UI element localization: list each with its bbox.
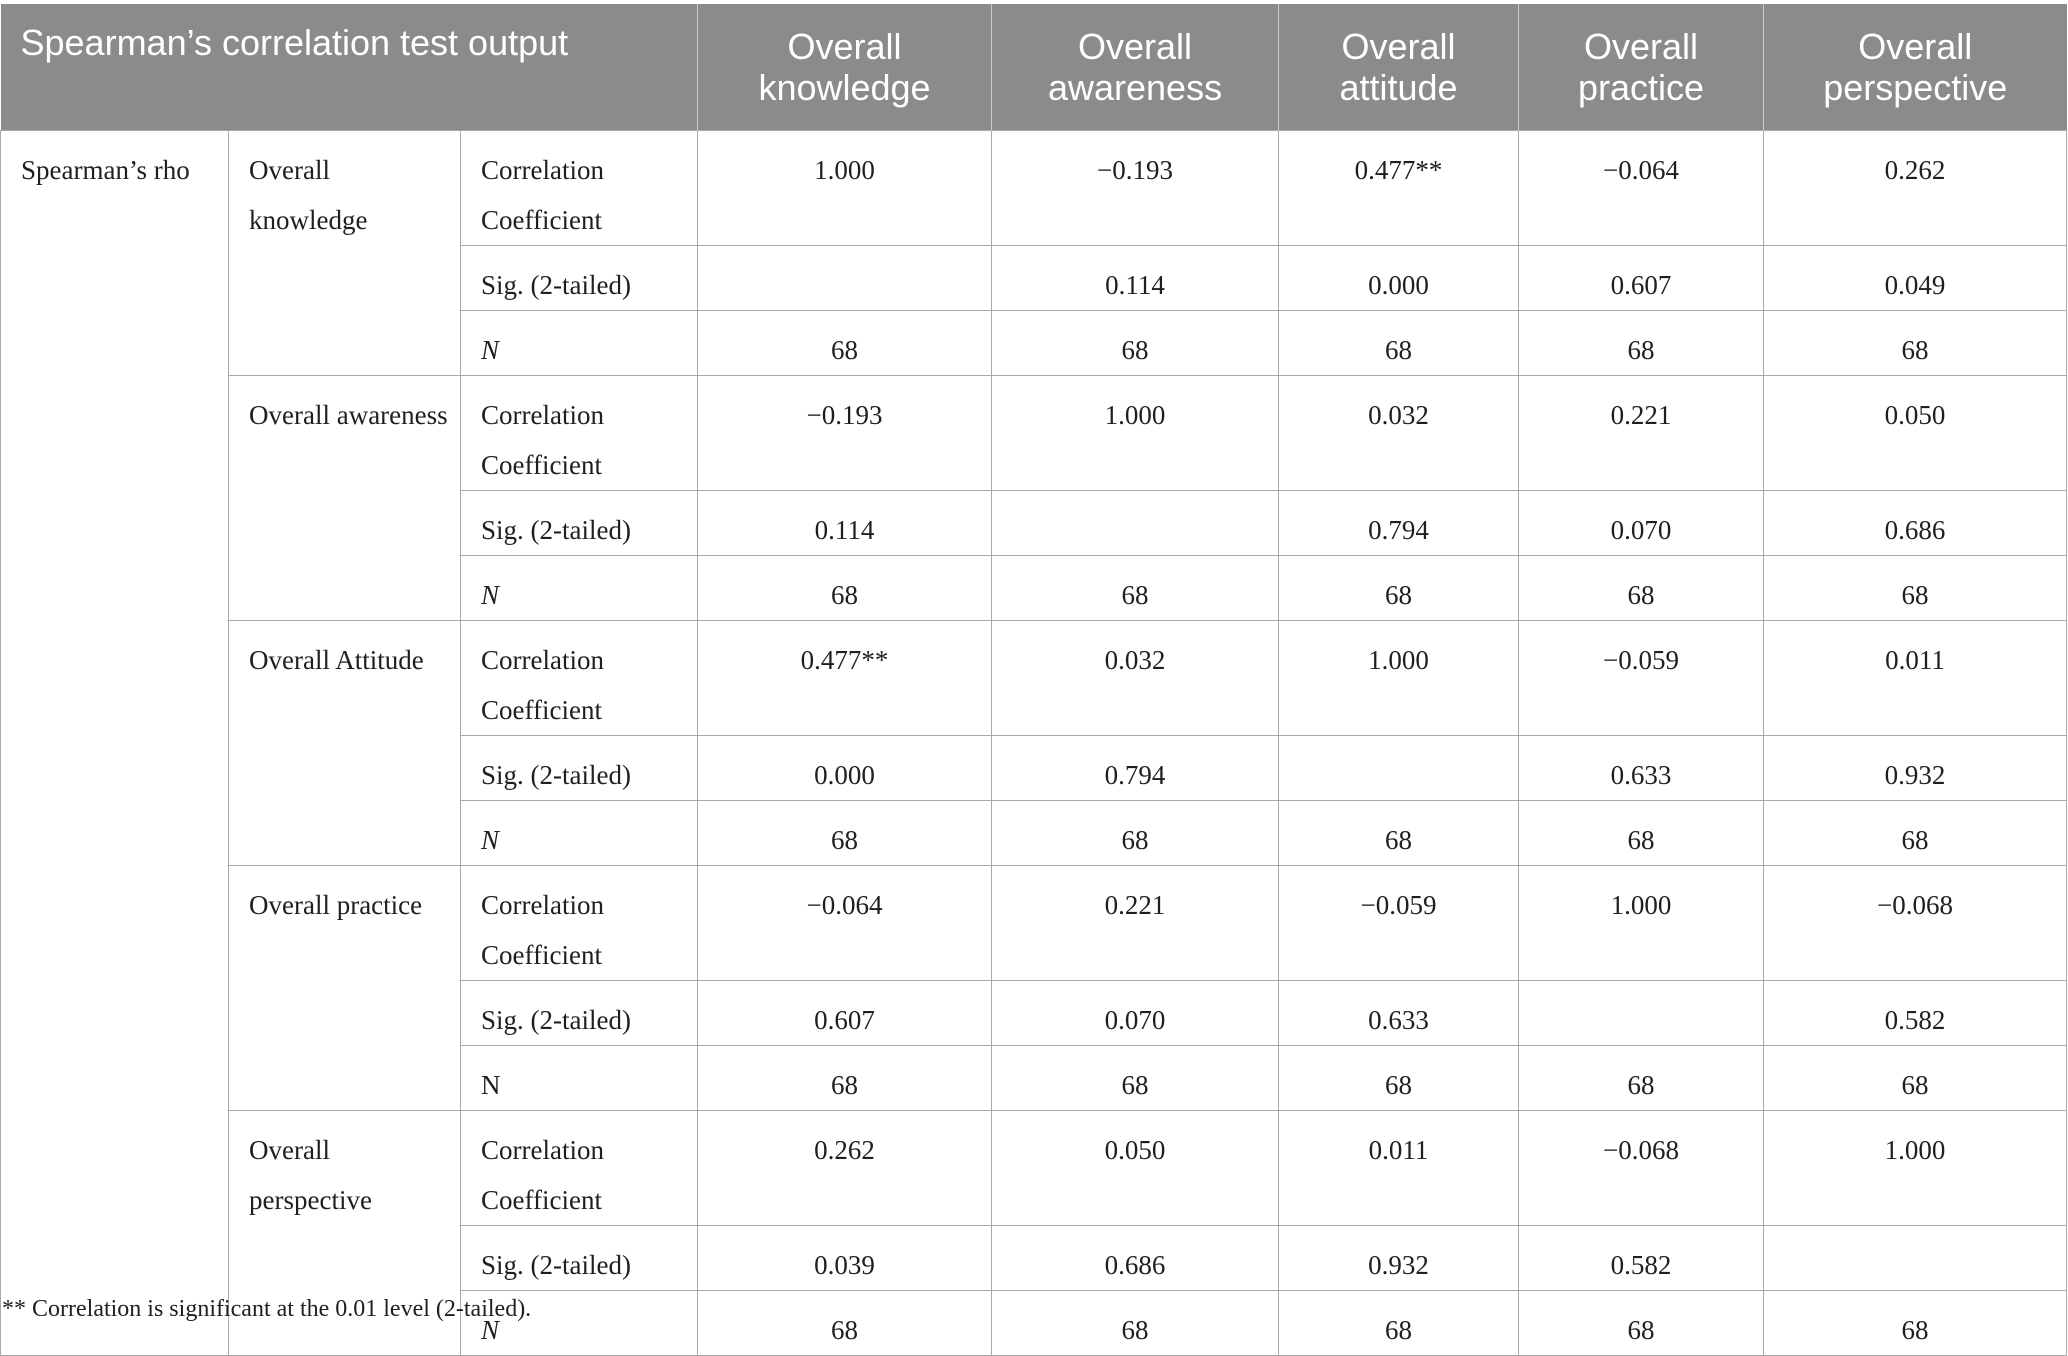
table-cell: 0.000 <box>698 736 992 801</box>
table-cell <box>1764 1226 2067 1291</box>
stat-label-n: N <box>461 1291 698 1356</box>
table-cell: 68 <box>1519 311 1764 376</box>
table-cell: 68 <box>1279 311 1519 376</box>
stat-label-n: N <box>461 556 698 621</box>
table-row <box>1 1111 2067 1226</box>
table-cell: −0.059 <box>1519 621 1764 736</box>
table-cell: 68 <box>698 311 992 376</box>
table-cell: 68 <box>992 1291 1279 1356</box>
stat-label-n: N <box>461 1046 698 1111</box>
row-variable-label: Overall practice <box>229 866 461 1111</box>
table-cell: 68 <box>698 1291 992 1356</box>
table-cell: 0.221 <box>1519 376 1764 491</box>
column-header-perspective: Overall perspective <box>1764 4 2067 131</box>
table-cell: 68 <box>1764 1291 2067 1356</box>
table-cell: 0.582 <box>1519 1226 1764 1291</box>
table-cell: 68 <box>1764 556 2067 621</box>
stat-label-correlation: Correlation Coefficient <box>461 376 698 491</box>
table-cell: −0.064 <box>1519 131 1764 246</box>
table-cell: 0.039 <box>698 1226 992 1291</box>
table-cell: 68 <box>1519 556 1764 621</box>
table-cell: 68 <box>698 1046 992 1111</box>
table-cell: 0.050 <box>992 1111 1279 1226</box>
correlation-table <box>0 4 2067 1356</box>
table-header-row <box>1 4 2067 131</box>
stat-label-significance: Sig. (2-tailed) <box>461 736 698 801</box>
table-footnote: ** Correlation is significant at the 0.01 level (2-tailed). <box>2 1296 532 1322</box>
table-cell: 68 <box>1764 311 2067 376</box>
table-cell: 0.477** <box>1279 131 1519 246</box>
stat-label-correlation: Correlation Coefficient <box>461 621 698 736</box>
table-cell: 0.607 <box>1519 246 1764 311</box>
table-cell <box>1279 736 1519 801</box>
table-cell: 68 <box>698 556 992 621</box>
column-header-attitude: Overall attitude <box>1279 4 1519 131</box>
table-cell: 0.050 <box>1764 376 2067 491</box>
table-row <box>1 866 2067 981</box>
table-cell: 68 <box>1279 556 1519 621</box>
table-cell: −0.193 <box>992 131 1279 246</box>
table-cell: 0.262 <box>698 1111 992 1226</box>
stat-label-n: N <box>461 801 698 866</box>
stat-label-correlation: Correlation Coefficient <box>461 866 698 981</box>
table-cell: 68 <box>992 1046 1279 1111</box>
table-cell: 0.011 <box>1279 1111 1519 1226</box>
stat-label-significance: Sig. (2-tailed) <box>461 491 698 556</box>
table-row <box>1 621 2067 736</box>
table-cell: 1.000 <box>1764 1111 2067 1226</box>
table-cell: 1.000 <box>698 131 992 246</box>
column-header-awareness: Overall awareness <box>992 4 1279 131</box>
table-row <box>1 376 2067 491</box>
table-cell: 0.032 <box>1279 376 1519 491</box>
table-cell <box>992 491 1279 556</box>
table-cell: −0.064 <box>698 866 992 981</box>
table-cell: −0.068 <box>1764 866 2067 981</box>
table-cell: 0.049 <box>1764 246 2067 311</box>
table-cell: 1.000 <box>1519 866 1764 981</box>
stat-label-significance: Sig. (2-tailed) <box>461 981 698 1046</box>
method-label: Spearman’s rho <box>1 131 229 1356</box>
table-cell: 68 <box>992 801 1279 866</box>
table-cell: 0.633 <box>1519 736 1764 801</box>
table-cell: 68 <box>1519 1291 1764 1356</box>
table-cell: 0.000 <box>1279 246 1519 311</box>
table-cell: 0.932 <box>1764 736 2067 801</box>
stat-label-correlation: Correlation Coefficient <box>461 1111 698 1226</box>
stat-label-n: N <box>461 311 698 376</box>
table-cell: 0.221 <box>992 866 1279 981</box>
table-cell: 0.032 <box>992 621 1279 736</box>
table-cell: 0.011 <box>1764 621 2067 736</box>
table-cell: 68 <box>1764 801 2067 866</box>
table-cell: 0.686 <box>1764 491 2067 556</box>
stat-label-significance: Sig. (2-tailed) <box>461 246 698 311</box>
table-cell: 0.794 <box>992 736 1279 801</box>
table-cell: 1.000 <box>992 376 1279 491</box>
table-cell <box>1519 981 1764 1046</box>
table-cell: 0.932 <box>1279 1226 1519 1291</box>
table-cell: 68 <box>992 556 1279 621</box>
table-cell: 0.794 <box>1279 491 1519 556</box>
table-cell: 68 <box>1764 1046 2067 1111</box>
table-cell: 0.477** <box>698 621 992 736</box>
column-header-practice: Overall practice <box>1519 4 1764 131</box>
row-variable-label: Overall perspective <box>229 1111 461 1356</box>
row-variable-label: Overall awareness <box>229 376 461 621</box>
table-row <box>1 131 2067 246</box>
table-cell: 0.607 <box>698 981 992 1046</box>
table-cell: 68 <box>992 311 1279 376</box>
table-cell: 0.262 <box>1764 131 2067 246</box>
table-title: Spearman’s correlation test output <box>1 4 698 131</box>
column-header-knowledge: Overall knowledge <box>698 4 992 131</box>
table-cell: 0.686 <box>992 1226 1279 1291</box>
table-cell: 68 <box>1279 801 1519 866</box>
table-cell: 0.070 <box>1519 491 1764 556</box>
table-cell: 0.070 <box>992 981 1279 1046</box>
table-cell: 0.114 <box>992 246 1279 311</box>
table-cell: 68 <box>1279 1046 1519 1111</box>
table-cell: 0.582 <box>1764 981 2067 1046</box>
table-cell: −0.068 <box>1519 1111 1764 1226</box>
table-cell <box>698 246 992 311</box>
table-cell: 68 <box>1519 1046 1764 1111</box>
table-cell: 68 <box>1519 801 1764 866</box>
stat-label-significance: Sig. (2-tailed) <box>461 1226 698 1291</box>
table-cell: 68 <box>1279 1291 1519 1356</box>
table-cell: 1.000 <box>1279 621 1519 736</box>
table-cell: 0.114 <box>698 491 992 556</box>
table-cell: −0.193 <box>698 376 992 491</box>
table-cell: 68 <box>698 801 992 866</box>
stat-label-correlation: Correlation Coefficient <box>461 131 698 246</box>
row-variable-label: Overall knowledge <box>229 131 461 376</box>
table-cell: −0.059 <box>1279 866 1519 981</box>
row-variable-label: Overall Attitude <box>229 621 461 866</box>
table-cell: 0.633 <box>1279 981 1519 1046</box>
